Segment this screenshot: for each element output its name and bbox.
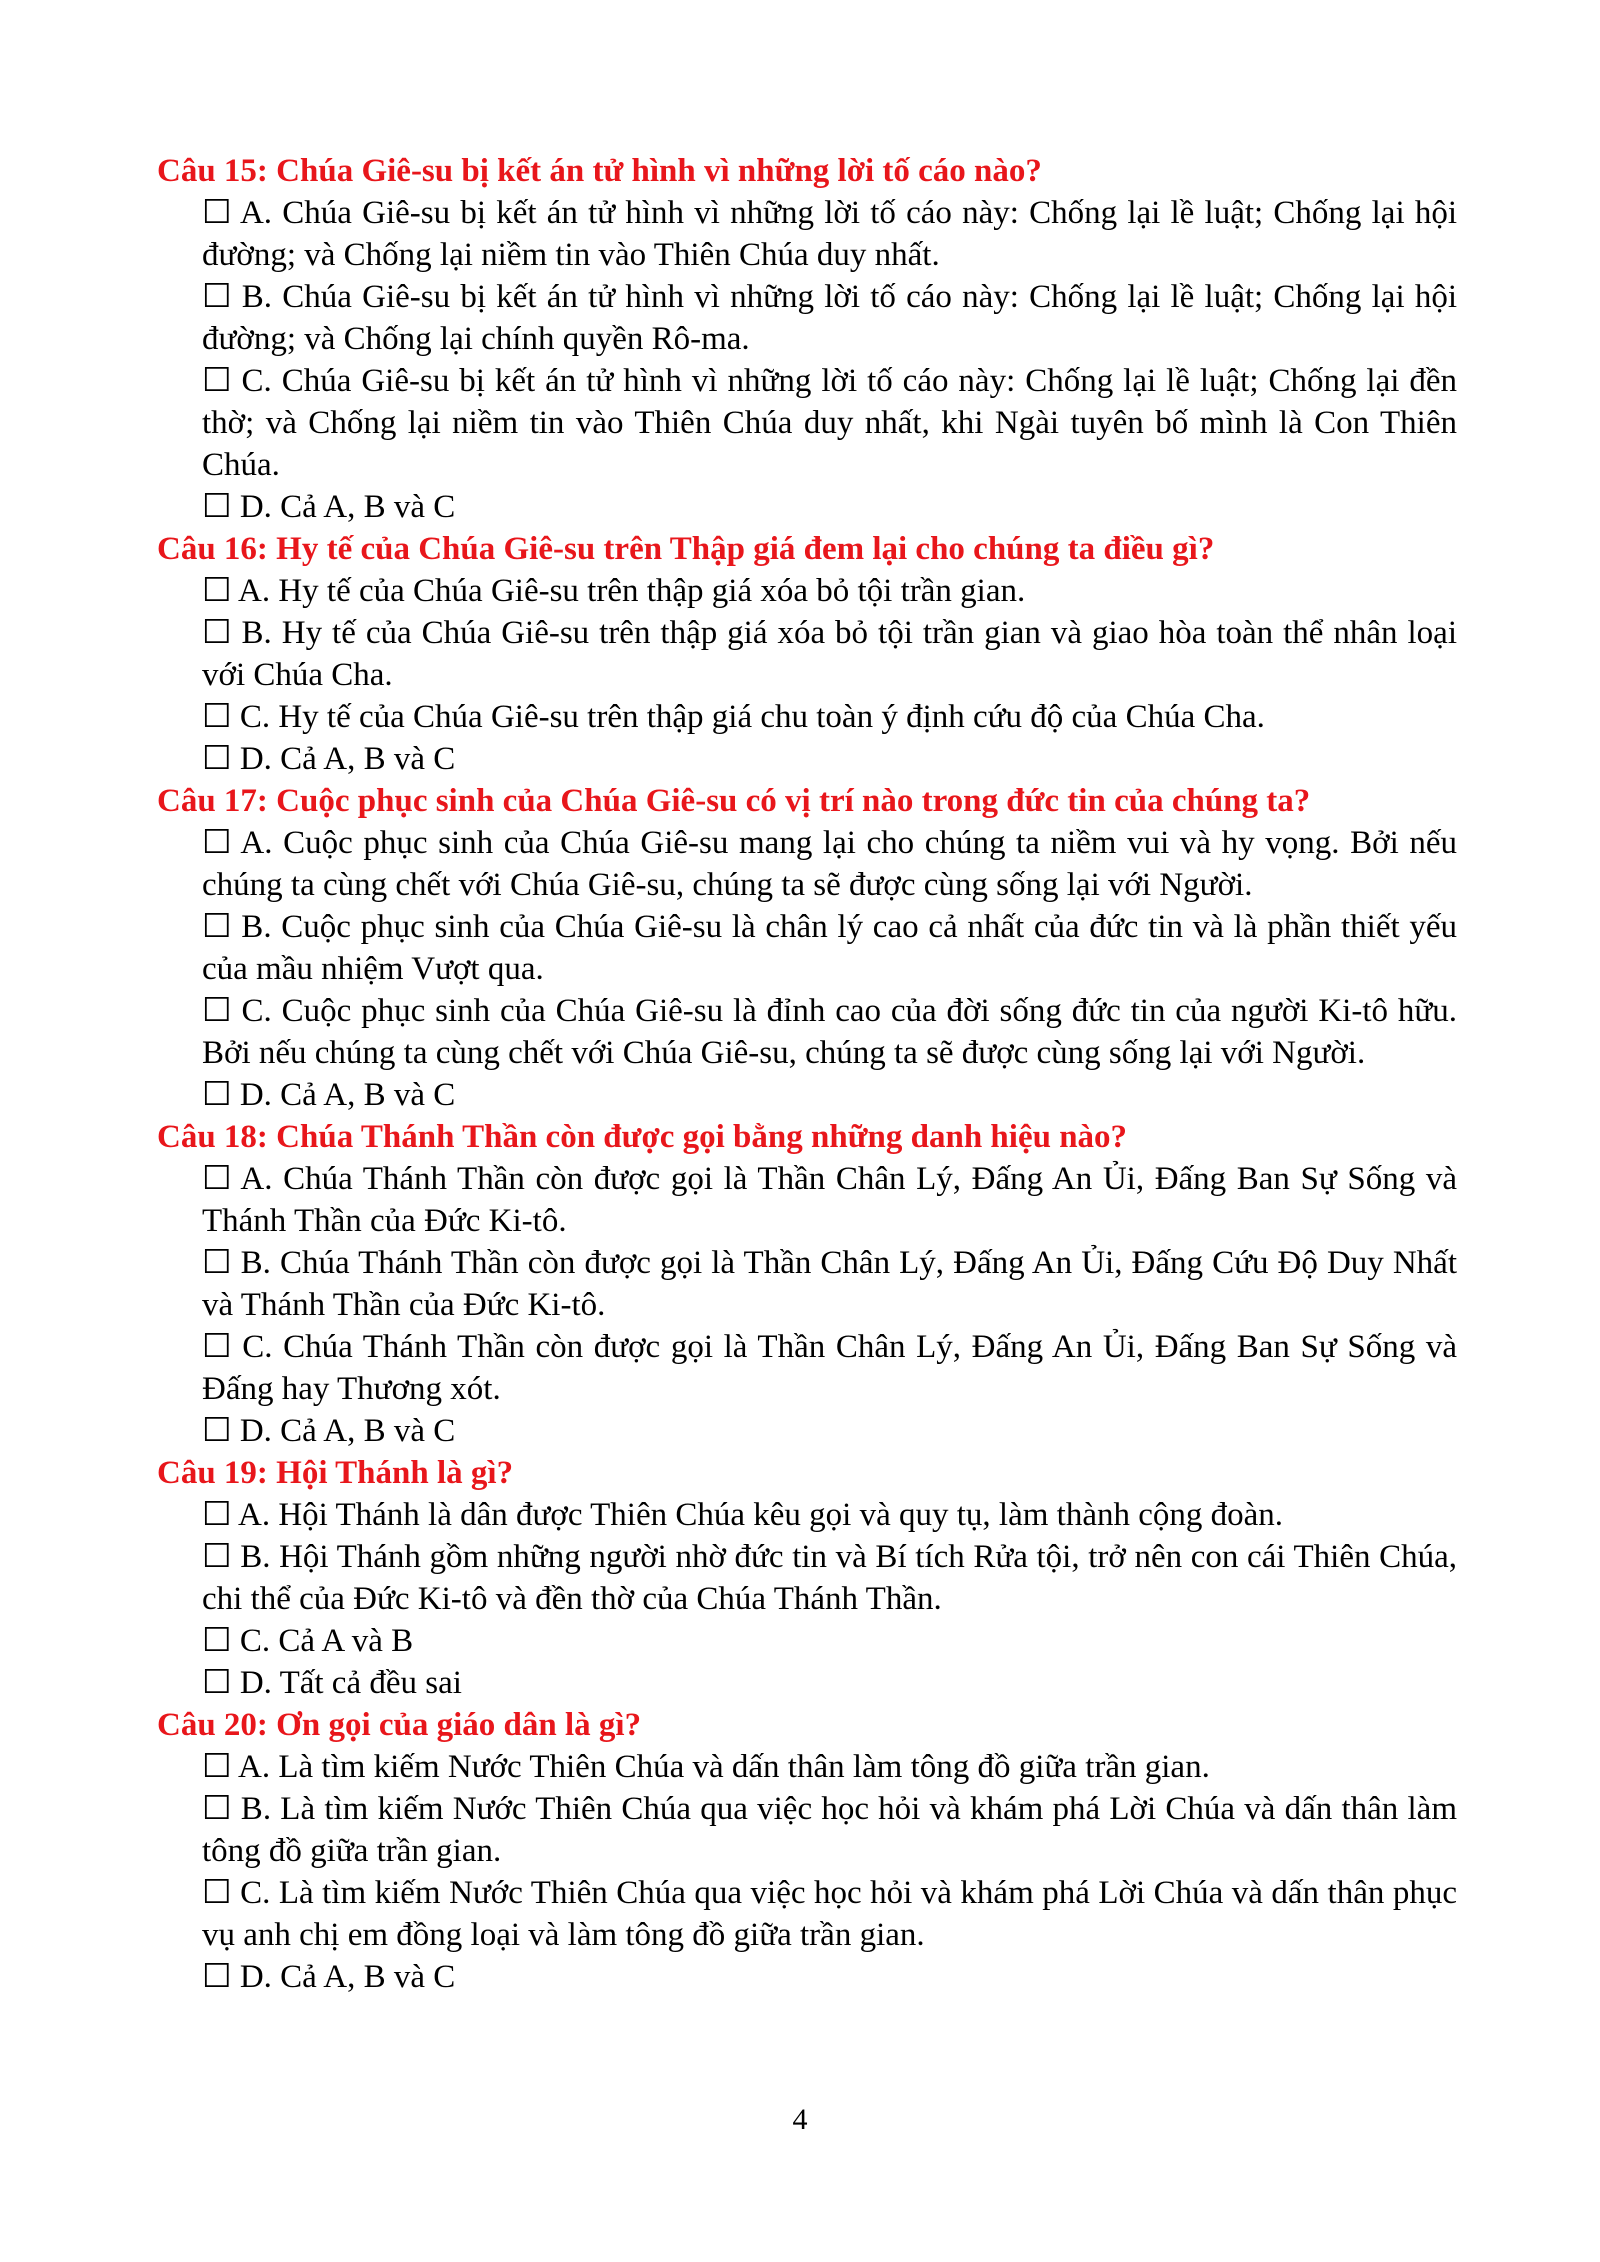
question-title: Câu 18: Chúa Thánh Thần còn được gọi bằng những danh hiệu nào?: [157, 1119, 1128, 1155]
question-17: [157, 780, 1457, 1116]
option-c: ☐ C. Chúa Giê-su bị kết án tử hình vì những lời tố cáo này: Chống lại lề luật; Chống lại đền thờ; và Chống lại niềm tin vào Thiên Chúa duy nhất, khi Ngài tuyên bố mình là Con Thiên Chúa.: [202, 363, 1457, 483]
question-19: [157, 1452, 1457, 1704]
question-list: [157, 150, 1457, 1998]
question-18: [157, 1116, 1457, 1452]
option-b: ☐ B. Là tìm kiếm Nước Thiên Chúa qua việc học hỏi và khám phá Lời Chúa và dấn thân làm tông đồ giữa trần gian.: [202, 1791, 1457, 1869]
option-d: ☐ D. Cả A, B và C: [202, 741, 456, 777]
option-b: ☐ B. Chúa Giê-su bị kết án tử hình vì những lời tố cáo này: Chống lại lề luật; Chống lại hội đường; và Chống lại chính quyền Rô-ma.: [202, 279, 1457, 357]
option-a: ☐ A. Chúa Giê-su bị kết án tử hình vì những lời tố cáo này: Chống lại lề luật; Chống lại hội đường; và Chống lại niềm tin vào Thiên Chúa duy nhất.: [202, 195, 1457, 273]
option-d: ☐ D. Cả A, B và C: [202, 489, 456, 525]
option-c: ☐ C. Chúa Thánh Thần còn được gọi là Thần Chân Lý, Đấng An Ủi, Đấng Ban Sự Sống và Đấng hay Thương xót.: [202, 1329, 1457, 1407]
option-c: ☐ C. Hy tế của Chúa Giê-su trên thập giá chu toàn ý định cứu độ của Chúa Cha.: [202, 699, 1265, 735]
question-16: [157, 528, 1457, 780]
question-20: [157, 1704, 1457, 1998]
option-a: ☐ A. Hội Thánh là dân được Thiên Chúa kêu gọi và quy tụ, làm thành cộng đoàn.: [202, 1497, 1284, 1533]
option-b: ☐ B. Chúa Thánh Thần còn được gọi là Thần Chân Lý, Đấng An Ủi, Đấng Cứu Độ Duy Nhất và Thánh Thần của Đức Ki-tô.: [202, 1245, 1457, 1323]
question-title: Câu 19: Hội Thánh là gì?: [157, 1455, 514, 1491]
option-d: ☐ D. Cả A, B và C: [202, 1959, 456, 1995]
option-a: ☐ A. Cuộc phục sinh của Chúa Giê-su mang lại cho chúng ta niềm vui và hy vọng. Bởi nếu chúng ta cùng chết với Chúa Giê-su, chúng ta sẽ được cùng sống lại với Người.: [202, 825, 1457, 903]
option-d: ☐ D. Tất cả đều sai: [202, 1665, 462, 1701]
question-title: Câu 16: Hy tế của Chúa Giê-su trên Thập giá đem lại cho chúng ta điều gì?: [157, 531, 1215, 567]
option-a: ☐ A. Là tìm kiếm Nước Thiên Chúa và dấn thân làm tông đồ giữa trần gian.: [202, 1749, 1210, 1785]
question-title: Câu 20: Ơn gọi của giáo dân là gì?: [157, 1707, 642, 1743]
option-c: ☐ C. Cả A và B: [202, 1623, 414, 1659]
option-b: ☐ B. Hội Thánh gồm những người nhờ đức tin và Bí tích Rửa tội, trở nên con cái Thiên Chúa, chi thể của Đức Ki-tô và đền thờ của Chúa Thánh Thần.: [202, 1539, 1457, 1617]
question-title: Câu 17: Cuộc phục sinh của Chúa Giê-su có vị trí nào trong đức tin của chúng ta?: [157, 783, 1311, 819]
page-number: 4: [792, 2103, 808, 2136]
option-b: ☐ B. Hy tế của Chúa Giê-su trên thập giá xóa bỏ tội trần gian và giao hòa toàn thể nhân loại với Chúa Cha.: [202, 615, 1457, 693]
option-d: ☐ D. Cả A, B và C: [202, 1413, 456, 1449]
option-d: ☐ D. Cả A, B và C: [202, 1077, 456, 1113]
question-title: Câu 15: Chúa Giê-su bị kết án tử hình vì những lời tố cáo nào?: [157, 153, 1042, 189]
option-a: ☐ A. Chúa Thánh Thần còn được gọi là Thần Chân Lý, Đấng An Ủi, Đấng Ban Sự Sống và Thánh Thần của Đức Ki-tô.: [202, 1161, 1457, 1239]
option-b: ☐ B. Cuộc phục sinh của Chúa Giê-su là chân lý cao cả nhất của đức tin và là phần thiết yếu của mầu nhiệm Vượt qua.: [202, 909, 1457, 987]
option-c: ☐ C. Cuộc phục sinh của Chúa Giê-su là đỉnh cao của đời sống đức tin của người Ki-tô hữu. Bởi nếu chúng ta cùng chết với Chúa Giê-su, chúng ta sẽ được cùng sống lại với Người.: [202, 993, 1457, 1071]
option-a: ☐ A. Hy tế của Chúa Giê-su trên thập giá xóa bỏ tội trần gian.: [202, 573, 1026, 609]
question-15: [157, 150, 1457, 528]
option-c: ☐ C. Là tìm kiếm Nước Thiên Chúa qua việc học hỏi và khám phá Lời Chúa và dấn thân phục vụ anh chị em đồng loại và làm tông đồ giữa trần gian.: [202, 1875, 1457, 1953]
